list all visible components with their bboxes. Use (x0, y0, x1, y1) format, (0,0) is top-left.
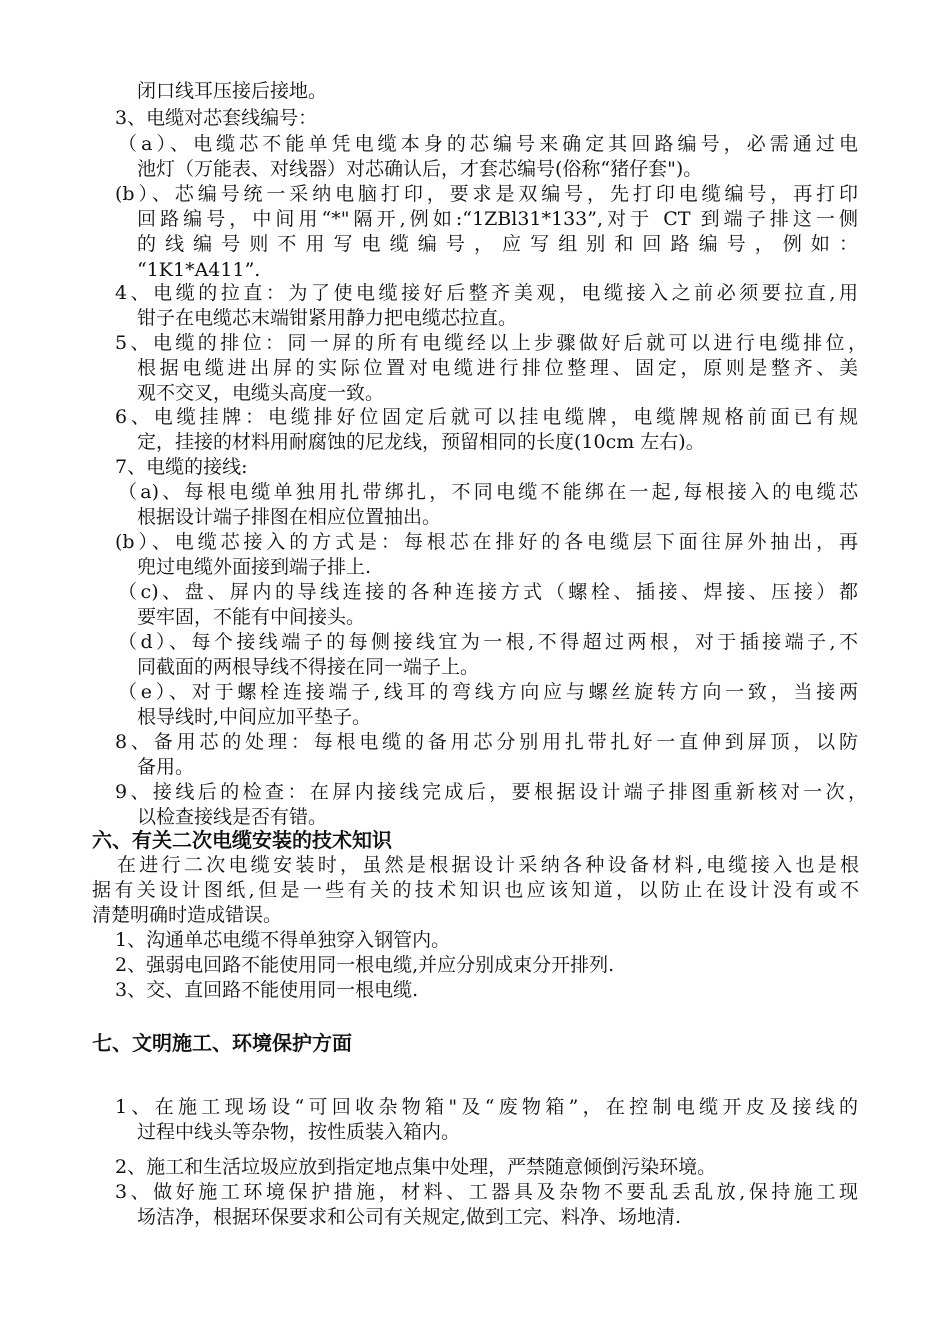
section-heading-7: 七、文明施工、环境保护方面 (92, 1031, 352, 1055)
paragraph-line: 以检查接线是否有错。 (137, 806, 328, 828)
list-item-1: 1、沟通单芯电缆不得单独穿入钢管内。 (115, 929, 451, 951)
list-item-3: 3、电缆对芯套线编号： (115, 107, 318, 129)
paragraph-line: 同截面的两根导线不得接在同一端子上。 (137, 656, 480, 678)
sub-item-a: （a)、每根电缆单独用扎带绑扎，不同电缆不能绑在一起,每根接入的电缆芯 (118, 481, 858, 503)
paragraph-line: 根据电缆进出屏的实际位置对电缆进行排位整理、固定，原则是整齐、美 (137, 357, 858, 379)
sub-item-c: （c)、盘、屏内的导线连接的各种连接方式（螺栓、插接、焊接、压接）都 (118, 581, 858, 603)
sub-item-d: （d）、每个接线端子的每侧接线宜为一根,不得超过两根，对于插接端子,不 (118, 631, 858, 653)
section-heading-6: 六、有关二次电缆安装的技术知识 (92, 828, 392, 852)
paragraph-line: 清楚明确时造成错误。 (92, 904, 283, 926)
paragraph-line: 的 线 编 号 则 不 用 写 电 缆 编 号 ， 应 写 组 别 和 回 路 编 号 ， 例 如 ： (137, 233, 858, 255)
paragraph-line: 场洁净，根据环保要求和公司有关规定,做到工完、料净、场地清. (137, 1206, 682, 1228)
paragraph-line: 要牢固，不能有中间接头。 (137, 606, 366, 628)
list-item-3: 3、交、直回路不能使用同一根电缆. (115, 979, 419, 1001)
list-item-4: 4、电缆的拉直：为了使电缆接好后整齐美观，电缆接入之前必须要拉直,用 (115, 282, 858, 304)
paragraph-line: 在进行二次电缆安装时，虽然是根据设计采纳各种设备材料,电缆接入也是根 (117, 854, 859, 876)
paragraph-line: 钳子在电缆芯末端钳紧用静力把电缆芯拉直。 (137, 307, 518, 329)
sub-item-b: (b）、电缆芯接入的方式是：每根芯在排好的各电缆层下面往屏外抽出，再 (115, 531, 858, 553)
list-item-3: 3、做好施工环境保护措施，材料、工器具及杂物不要乱丢乱放,保持施工现 (115, 1181, 858, 1203)
list-item-1: 1、在施工现场设“可回收杂物箱"及“废物箱”，在控制电缆开皮及接线的 (115, 1096, 858, 1118)
list-item-2: 2、强弱电回路不能使用同一根电缆,并应分别成束分开排列. (115, 954, 615, 976)
list-item-6: 6、电缆挂牌：电缆排好位固定后就可以挂电缆牌，电缆牌规格前面已有规 (115, 406, 858, 428)
list-item-8: 8、备用芯的处理：每根电缆的备用芯分别用扎带扎好一直伸到屏顶，以防 (115, 731, 858, 753)
list-item-9: 9、接线后的检查：在屏内接线完成后，要根据设计端子排图重新核对一次， (115, 781, 867, 803)
sub-item-a: （a）、电缆芯不能单凭电缆本身的芯编号来确定其回路编号，必需通过电 (118, 133, 858, 155)
paragraph-line: 备用。 (137, 756, 195, 778)
paragraph-line: 兜过电缆外面接到端子排上. (137, 556, 372, 578)
paragraph-line: 池灯（万能表、对线器）对芯确认后，才套芯编号(俗称“猪仔套")。 (137, 158, 703, 180)
paragraph-line: “1K1*A411”. (137, 259, 261, 281)
paragraph-line: 根据设计端子排图在相应位置抽出。 (137, 506, 442, 528)
paragraph-line: 据有关设计图纸,但是一些有关的技术知识也应该知道，以防止在设计没有或不 (92, 879, 859, 901)
paragraph-line: 定，挂接的材料用耐腐蚀的尼龙线，预留相同的长度(10cm 左右)。 (137, 431, 705, 453)
list-item-2: 2、施工和生活垃圾应放到指定地点集中处理，严禁随意倾倒污染环境。 (115, 1156, 717, 1178)
paragraph-line: 过程中线头等杂物，按性质装入箱内。 (137, 1121, 461, 1143)
paragraph-line: 观不交叉，电缆头高度一致。 (137, 382, 385, 404)
list-item-5: 5、电缆的排位：同一屏的所有电缆经以上步骤做好后就可以进行电缆排位， (115, 332, 867, 354)
sub-item-e: （e）、对于螺栓连接端子,线耳的弯线方向应与螺丝旋转方向一致，当接两 (118, 681, 858, 703)
paragraph-line: 闭口线耳压接后接地。 (137, 80, 328, 102)
sub-item-b: (b）、芯编号统一采纳电脑打印，要求是双编号，先打印电缆编号，再打印 (115, 183, 858, 205)
list-item-7: 7、电缆的接线: (115, 456, 248, 478)
paragraph-line: 根导线时,中间应加平垫子。 (137, 706, 372, 728)
paragraph-line: 回路编号，中间用“*"隔开,例如:“1ZBl31*133”,对于 CT 到端子排这一侧 (137, 208, 858, 230)
